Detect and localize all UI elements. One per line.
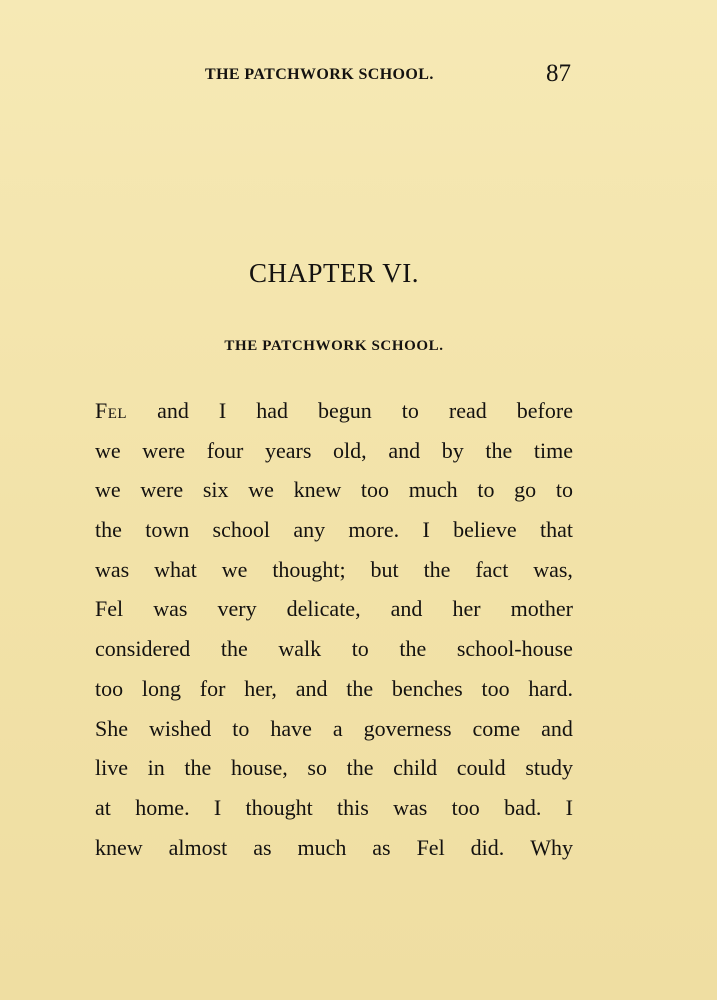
word: mother <box>510 596 573 622</box>
word: go <box>514 477 537 503</box>
word: I <box>213 794 222 820</box>
word: in <box>147 755 165 781</box>
word: very <box>217 596 257 622</box>
word: so <box>307 755 327 781</box>
word: the <box>220 636 248 662</box>
word: Fel <box>416 834 445 860</box>
text-line <box>95 434 573 474</box>
running-head-title: THE PATCHWORK SCHOOL. <box>205 66 434 83</box>
word: knew <box>95 834 143 860</box>
word: benches <box>391 675 463 701</box>
word: Fel <box>95 596 124 622</box>
word: child <box>393 755 438 781</box>
word: considered <box>95 636 191 662</box>
word: to <box>351 636 369 662</box>
word: her, <box>244 675 277 701</box>
word: years <box>264 437 312 463</box>
word: was, <box>533 556 573 582</box>
word: fact <box>475 556 509 582</box>
text-line <box>95 513 573 553</box>
word: for <box>199 675 226 701</box>
word: at <box>95 794 111 820</box>
word: the <box>423 556 451 582</box>
word: we <box>95 437 121 463</box>
word: were <box>142 437 186 463</box>
word: was <box>153 596 188 622</box>
word: to <box>232 715 250 741</box>
word: hard. <box>528 675 573 701</box>
word: had <box>256 398 288 423</box>
word: was <box>393 794 428 820</box>
word: I <box>565 794 573 820</box>
word: school-house <box>456 636 573 662</box>
word: governess <box>363 715 452 741</box>
word: long <box>141 675 182 701</box>
text-line <box>95 632 573 672</box>
word: could <box>456 755 506 781</box>
word: six <box>202 477 229 503</box>
word: home. <box>135 794 190 820</box>
word: Fel <box>95 398 128 423</box>
word: the <box>346 755 374 781</box>
word: and <box>388 437 421 463</box>
word: study <box>525 755 573 781</box>
word: the <box>485 437 513 463</box>
word: come <box>472 715 521 741</box>
word: and <box>541 715 573 741</box>
word: a <box>332 715 343 741</box>
word: thought <box>245 794 313 820</box>
word: much <box>408 477 458 503</box>
word: too <box>451 794 480 820</box>
word: any <box>293 517 326 543</box>
word: live <box>95 755 128 781</box>
text-line <box>95 394 573 434</box>
word: have <box>270 715 312 741</box>
word: before <box>516 398 573 423</box>
text-line <box>95 791 573 831</box>
word: almost <box>168 834 228 860</box>
word: was <box>95 556 130 582</box>
word: her <box>452 596 481 622</box>
word: to <box>401 398 419 423</box>
word: too <box>95 675 124 701</box>
word: time <box>533 437 573 463</box>
page-number: 87 <box>546 60 571 87</box>
word: begun <box>317 398 372 423</box>
text-line <box>95 672 573 712</box>
word: more. <box>348 517 400 543</box>
word: school <box>212 517 270 543</box>
word: did. <box>470 834 505 860</box>
word: but <box>370 556 399 582</box>
chapter-subtitle: THE PATCHWORK SCHOOL. <box>224 338 444 354</box>
word: read <box>448 398 487 423</box>
word: She <box>95 715 128 741</box>
word: that <box>539 517 573 543</box>
word: what <box>154 556 197 582</box>
word: we <box>221 556 248 582</box>
text-line <box>95 751 573 791</box>
word: believe <box>453 517 517 543</box>
word: Why <box>530 834 573 860</box>
word: and <box>390 596 423 622</box>
word: old, <box>333 437 367 463</box>
word: bad. <box>504 794 542 820</box>
word: and <box>295 675 328 701</box>
word: and <box>157 398 189 423</box>
word: were <box>140 477 184 503</box>
word: as <box>372 834 391 860</box>
word: the <box>95 517 122 543</box>
word: thought; <box>272 556 346 582</box>
word: I <box>422 517 430 543</box>
chapter-heading: CHAPTER VI. <box>248 258 420 288</box>
word: this <box>337 794 369 820</box>
word: four <box>206 437 244 463</box>
word: town <box>145 517 190 543</box>
word: I <box>218 398 227 423</box>
word: knew <box>293 477 342 503</box>
word: too <box>360 477 390 503</box>
word: by <box>441 437 464 463</box>
word: much <box>297 834 347 860</box>
word: delicate, <box>286 596 361 622</box>
running-head <box>95 62 573 92</box>
word: walk <box>278 636 322 662</box>
word: to <box>477 477 495 503</box>
word: wished <box>148 715 212 741</box>
word: the <box>346 675 374 701</box>
word: we <box>248 477 274 503</box>
text-line <box>95 712 573 752</box>
word: to <box>555 477 573 503</box>
body-text <box>95 394 573 870</box>
word: the <box>184 755 212 781</box>
text-line <box>95 592 573 632</box>
text-line <box>95 473 573 513</box>
word: the <box>399 636 427 662</box>
word: as <box>253 834 272 860</box>
word: we <box>95 477 121 503</box>
text-line <box>95 831 573 871</box>
word: too <box>481 675 510 701</box>
word: house, <box>230 755 288 781</box>
text-line <box>95 553 573 593</box>
